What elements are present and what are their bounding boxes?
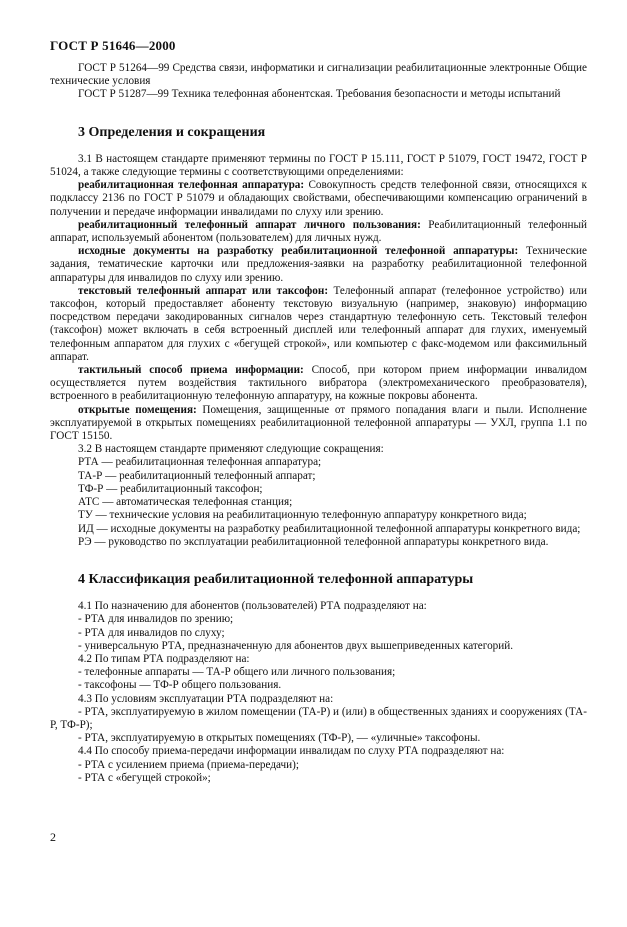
definition-item bbox=[50, 404, 587, 444]
classification-line: - РТА с усилением приема (приема-передачи); bbox=[78, 758, 299, 771]
document-header: ГОСТ Р 51646—2000 bbox=[50, 38, 176, 53]
abbreviation-item: ТУ — технические условия на реабилитационную телефонную аппаратуру конкретного вида; bbox=[78, 509, 527, 522]
abbreviation-item: АТС — автоматическая телефонная станция; bbox=[78, 496, 293, 509]
abbreviation-item: РТА — реабилитационная телефонная аппаратура; bbox=[78, 456, 322, 469]
definition-text: Технические задания, тематические карточки или предложения-заявки на разработку реабилитационной телефонной аппаратуры для инвалидов по слуху или зрению. bbox=[50, 245, 587, 284]
classification-line: - РТА для инвалидов по зрению; bbox=[78, 613, 234, 626]
definition-term: текстовый телефонный аппарат или таксофон: bbox=[78, 284, 329, 297]
abbreviation-item: ТФ-Р — реабилитационный таксофон; bbox=[78, 482, 263, 495]
document-body bbox=[50, 62, 587, 785]
definition-item bbox=[50, 364, 587, 404]
section-4-heading: 4 Классификация реабилитационной телефонной аппаратуры bbox=[78, 571, 474, 587]
definition-text: Реабилитационный телефонный аппарат, используемый абонентом (пользователем) для личных нужд. bbox=[50, 218, 587, 245]
abbreviation-item: ИД — исходные документы на разработку реабилитационной телефонной аппаратуры конкретного вида; bbox=[78, 522, 581, 535]
classification-line: - РТА для инвалидов по слуху; bbox=[78, 626, 225, 639]
definition-text: Совокупность средств телефонной связи, относящихся к подклассу 2136 по ГОСТ Р 51079 и обладающих свойствами, обеспечивающими компенсацию ограничений в получении и передаче информации инвалидами по слуху или зрению. bbox=[50, 179, 587, 218]
section-3-heading: 3 Определения и сокращения bbox=[78, 124, 266, 140]
definition-item bbox=[50, 245, 587, 285]
classification-line: 4.4 По способу приема-передачи информации инвалидам по слуху РТА подразделяют на: bbox=[78, 745, 505, 758]
definition-item bbox=[50, 285, 587, 364]
abbreviations-intro: 3.2 В настоящем стандарте применяют следующие сокращения: bbox=[78, 443, 384, 456]
definition-term: открытые помещения: bbox=[78, 403, 197, 416]
classification-line: - телефонные аппараты — ТА-Р общего или личного пользования; bbox=[78, 666, 396, 679]
classification-line: - таксофоны — ТФ-Р общего пользования. bbox=[78, 679, 282, 692]
classification-line: - РТА, эксплуатируемую в жилом помещении (ТА-Р) и (или) в общественных зданиях и сооружениях (ТА-Р, ТФ-Р); bbox=[50, 705, 587, 731]
classification-line: 4.1 По назначению для абонентов (пользователей) РТА подразделяют на: bbox=[78, 600, 427, 613]
classification-line: 4.2 По типам РТА подразделяют на: bbox=[78, 652, 250, 665]
classification-line: 4.3 По условиям эксплуатации РТА подразделяют на: bbox=[78, 692, 334, 705]
abbreviation-item: РЭ — руководство по эксплуатации реабилитационной телефонной аппаратуры конкретного вида. bbox=[78, 535, 549, 548]
page-number: 2 bbox=[50, 830, 56, 844]
reference-item: ГОСТ Р 51264—99 Средства связи, информатики и сигнализации реабилитационные электронные Общие технические условия bbox=[50, 62, 587, 88]
definition-text: Помещения, защищенные от прямого попадания влаги и пыли. Исполнение эксплуатируемой в открытых помещениях реабилитационной телефонной аппаратуры — УХЛ, группа 1.1 по ГОСТ 15150. bbox=[50, 403, 587, 443]
definition-term: реабилитационный телефонный аппарат личного пользования: bbox=[78, 218, 421, 231]
reference-item: ГОСТ Р 51287—99 Техника телефонная абонентская. Требования безопасности и методы испытаний bbox=[78, 88, 561, 101]
classification-line: - РТА, эксплуатируемую в открытых помещениях (ТФ-Р), — «уличные» таксофоны. bbox=[78, 732, 481, 745]
definition-item bbox=[50, 219, 587, 245]
definition-term: реабилитационная телефонная аппаратура: bbox=[78, 179, 305, 192]
abbreviation-item: ТА-Р — реабилитационный телефонный аппарат; bbox=[78, 469, 316, 482]
definition-text: Способ, при котором прием информации инвалидом осуществляется путем воздействия тактильного вибратора (электромеханического преобразователя), встроенного в реабилитационную телефонную аппаратуру, на кожные покровы абонента. bbox=[50, 364, 587, 403]
definition-item bbox=[50, 179, 587, 219]
classification-line: - универсальную РТА, предназначенную для абонентов двух вышеприведенных категорий. bbox=[78, 639, 514, 652]
definition-text: Телефонный аппарат (телефонное устройство) или таксофон, который предоставляет абоненту текстовую визуальную (например, знаковую) информацию посредством передачи закодированных сигналов через стандартную телефонную сеть. Текстовый телефон (таксофон) может включать в себя встроенный дисплей или телефонный аппарат для глухих, именуемый телефонным аппаратом для глухих с «бегущей строкой», или компьютер с факс-модемом или факсимильный аппарат. bbox=[50, 284, 587, 363]
classification-line: - РТА с «бегущей строкой»; bbox=[78, 771, 211, 784]
section-3-intro: 3.1 В настоящем стандарте применяют термины по ГОСТ Р 15.111, ГОСТ Р 51079, ГОСТ 19472, ГОСТ Р 51024, а также следующие термины с соответствующими определениями: bbox=[50, 152, 587, 179]
definition-term: исходные документы на разработку реабилитационной телефонной аппаратуры: bbox=[78, 245, 519, 258]
definition-term: тактильный способ приема информации: bbox=[78, 364, 304, 377]
